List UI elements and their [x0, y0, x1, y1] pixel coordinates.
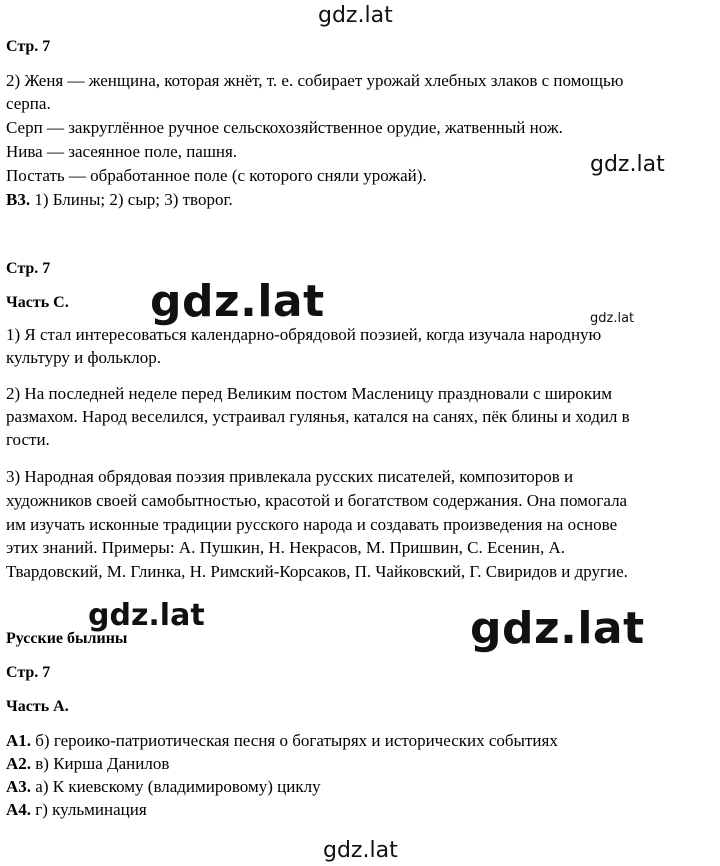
- answer-b3: [6, 189, 233, 211]
- paragraph-line: размахом. Народ веселился, устраивал гулянья, катался на санях, пёк блины и ходил в: [6, 407, 630, 426]
- answer-a3: [6, 776, 321, 798]
- watermark-top: gdz.lat: [318, 3, 393, 28]
- paragraph-line: им изучать исконные традиции русского народа и создавать произведения на основе: [6, 515, 618, 534]
- watermark-mid-left: gdz.lat: [88, 598, 205, 633]
- page-heading-1: Стр. 7: [6, 38, 51, 55]
- watermark-tiny: gdz.lat: [590, 311, 635, 326]
- answer-text: б) героико-патриотическая песня о богатырях и исторических событиях: [31, 731, 558, 750]
- definition-niva: Нива — засеянное поле, пашня.: [6, 142, 238, 161]
- answer-label: А4.: [6, 800, 32, 819]
- paragraph-line: 2) Женя — женщина, которая жнёт, т. е. собирает урожай хлебных злаков с помощью: [6, 71, 624, 90]
- watermark-big-center: gdz.lat: [150, 276, 325, 327]
- paragraph-line: 3) Народная обрядовая поэзия привлекала русских писателей, композиторов и: [6, 467, 574, 486]
- paragraph-line: Твардовский, М. Глинка, Н. Римский-Корсаков, П. Чайковский, Г. Свиридов и другие.: [6, 562, 628, 581]
- answer-text: в) Кирша Данилов: [31, 754, 170, 773]
- answer-text: г) кульминация: [31, 800, 147, 819]
- definition-serp: Серп — закруглённое ручное сельскохозяйственное орудие, жатвенный нож.: [6, 118, 563, 137]
- paragraph-line: этих знаний. Примеры: А. Пушкин, Н. Некрасов, М. Пришвин, С. Есенин, А.: [6, 538, 566, 557]
- paragraph-line: серпа.: [6, 94, 51, 113]
- watermark-right-small: gdz.lat: [590, 152, 665, 177]
- answer-text: а) К киевскому (владимировому) циклу: [31, 777, 321, 796]
- answer-a2: [6, 753, 169, 775]
- answer-a1: [6, 730, 558, 752]
- page-heading-2: Стр. 7: [6, 260, 51, 277]
- answer-a4: [6, 799, 147, 821]
- paragraph-line: культуру и фольклор.: [6, 348, 161, 367]
- paragraph-line: художников своей самобытностью, красотой и богатством содержания. Она помогала: [6, 491, 628, 510]
- answer-label: В3.: [6, 190, 31, 209]
- watermark-big-right: gdz.lat: [470, 603, 645, 654]
- page-heading-3: Стр. 7: [6, 664, 51, 681]
- answer-label: А3.: [6, 777, 32, 796]
- definition-postat: Постать — обработанное поле (с которого сняли урожай).: [6, 166, 427, 185]
- paragraph-line: гости.: [6, 430, 50, 449]
- section-title: Русские былины: [6, 630, 128, 647]
- part-heading-a: Часть А.: [6, 698, 69, 715]
- answer-label: А1.: [6, 731, 32, 750]
- answer-label: А2.: [6, 754, 32, 773]
- paragraph-line: 2) На последней неделе перед Великим постом Масленицу праздновали с широким: [6, 384, 613, 403]
- watermark-bottom: gdz.lat: [323, 838, 398, 863]
- paragraph-line: 1) Я стал интересоваться календарно-обрядовой поэзией, когда изучала народную: [6, 325, 602, 344]
- part-heading-c: Часть С.: [6, 294, 69, 311]
- answer-text: 1) Блины; 2) сыр; 3) творог.: [30, 190, 233, 209]
